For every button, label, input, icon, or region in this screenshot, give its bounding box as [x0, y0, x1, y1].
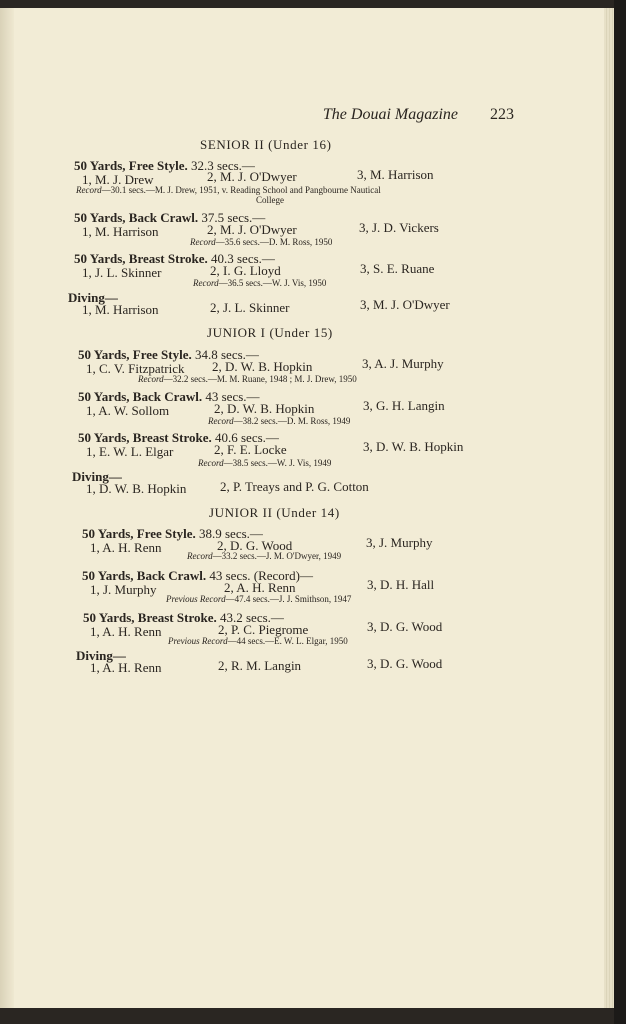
record-note: Previous Record—47.4 secs.—J. J. Smithson, 1947	[166, 594, 352, 604]
page-left-edge	[0, 8, 14, 1008]
third-place: 3, D. G. Wood	[367, 619, 443, 634]
first-place: 1, M. J. Drew	[82, 172, 154, 187]
third-place: 3, M. J. O'Dwyer	[360, 297, 450, 312]
section-heading: JUNIOR I (Under 15)	[207, 325, 333, 340]
page-number: 223	[490, 106, 514, 123]
third-place: 3, G. H. Langin	[363, 398, 445, 413]
third-place: 3, A. J. Murphy	[362, 356, 444, 371]
book-binding	[614, 0, 626, 1024]
record-note: Record—36.5 secs.—W. J. Vis, 1950	[193, 278, 327, 288]
event-title: 50 Yards, Free Style. 34.8 secs.—	[78, 347, 259, 362]
first-place: 1, A. H. Renn	[90, 660, 162, 675]
event-title: 50 Yards, Free Style. 38.9 secs.—	[82, 526, 263, 541]
third-place: 3, D. W. B. Hopkin	[363, 439, 464, 454]
first-place: 1, J. L. Skinner	[82, 265, 162, 280]
first-place: 1, M. Harrison	[82, 302, 159, 317]
event-title: 50 Yards, Back Crawl. 43 secs. (Record)—	[82, 568, 313, 583]
first-place: 1, M. Harrison	[82, 224, 159, 239]
first-place: 1, A. H. Renn	[90, 540, 162, 555]
event-title: 50 Yards, Breast Stroke. 40.3 secs.—	[74, 251, 275, 266]
record-note-continued: College	[256, 195, 284, 205]
record-note: Record—30.1 secs.—M. J. Drew, 1951, v. Reading School and Pangbourne Nautical	[76, 185, 381, 195]
event-title: 50 Yards, Free Style. 32.3 secs.—	[74, 158, 255, 173]
event-title: Diving—	[72, 469, 122, 484]
second-place: 2, D. G. Wood	[217, 538, 293, 553]
record-note: Record—32.2 secs.—M. M. Ruane, 1948 ; M. J. Drew, 1950	[138, 374, 357, 384]
event-title: 50 Yards, Breast Stroke. 43.2 secs.—	[83, 610, 284, 625]
book-page	[14, 8, 604, 1008]
event-title: 50 Yards, Breast Stroke. 40.6 secs.—	[78, 430, 279, 445]
first-place: 1, C. V. Fitzpatrick	[86, 361, 185, 376]
section-heading: JUNIOR II (Under 14)	[209, 505, 340, 520]
event-title: Diving—	[68, 290, 118, 305]
record-note: Previous Record—44 secs.—E. W. L. Elgar, 1950	[168, 636, 348, 646]
third-place: 3, J. D. Vickers	[359, 220, 439, 235]
second-place: 2, A. H. Renn	[224, 580, 296, 595]
first-place: 1, D. W. B. Hopkin	[86, 481, 187, 496]
record-note: Record—38.5 secs.—W. J. Vis, 1949	[198, 458, 332, 468]
first-place: 1, E. W. L. Elgar	[86, 444, 174, 459]
second-place: 2, R. M. Langin	[218, 658, 302, 673]
running-title: The Douai Magazine	[322, 106, 458, 123]
page-header	[304, 106, 514, 130]
section-heading: SENIOR II (Under 16)	[200, 137, 332, 152]
record-note: Record—33.2 secs.—J. M. O'Dwyer, 1949	[187, 551, 342, 561]
record-note: Record—35.6 secs.—D. M. Ross, 1950	[190, 237, 333, 247]
third-place: 3, D. G. Wood	[367, 656, 443, 671]
second-place: 2, P. C. Piegrome	[218, 622, 309, 637]
third-place: 3, J. Murphy	[366, 535, 433, 550]
third-place: 3, M. Harrison	[357, 167, 434, 182]
event-title: 50 Yards, Back Crawl. 43 secs.—	[78, 389, 260, 404]
record-note: Record—38.2 secs.—D. M. Ross, 1949	[208, 416, 351, 426]
second-place: 2, F. E. Locke	[214, 442, 287, 457]
third-place: 3, S. E. Ruane	[360, 261, 435, 276]
second-place: 2, D. W. B. Hopkin	[212, 359, 313, 374]
event-title: 50 Yards, Back Crawl. 37.5 secs.—	[74, 210, 266, 225]
third-place: 3, D. H. Hall	[367, 577, 435, 592]
second-place: 2, I. G. Lloyd	[210, 263, 281, 278]
second-place: 2, M. J. O'Dwyer	[207, 169, 297, 184]
second-place: 2, P. Treays and P. G. Cotton	[220, 479, 369, 494]
first-place: 1, A. W. Sollom	[86, 403, 170, 418]
second-place: 2, D. W. B. Hopkin	[214, 401, 315, 416]
first-place: 1, A. H. Renn	[90, 624, 162, 639]
event-title: Diving—	[76, 648, 126, 663]
first-place: 1, J. Murphy	[90, 582, 157, 597]
second-place: 2, M. J. O'Dwyer	[207, 222, 297, 237]
second-place: 2, J. L. Skinner	[210, 300, 290, 315]
